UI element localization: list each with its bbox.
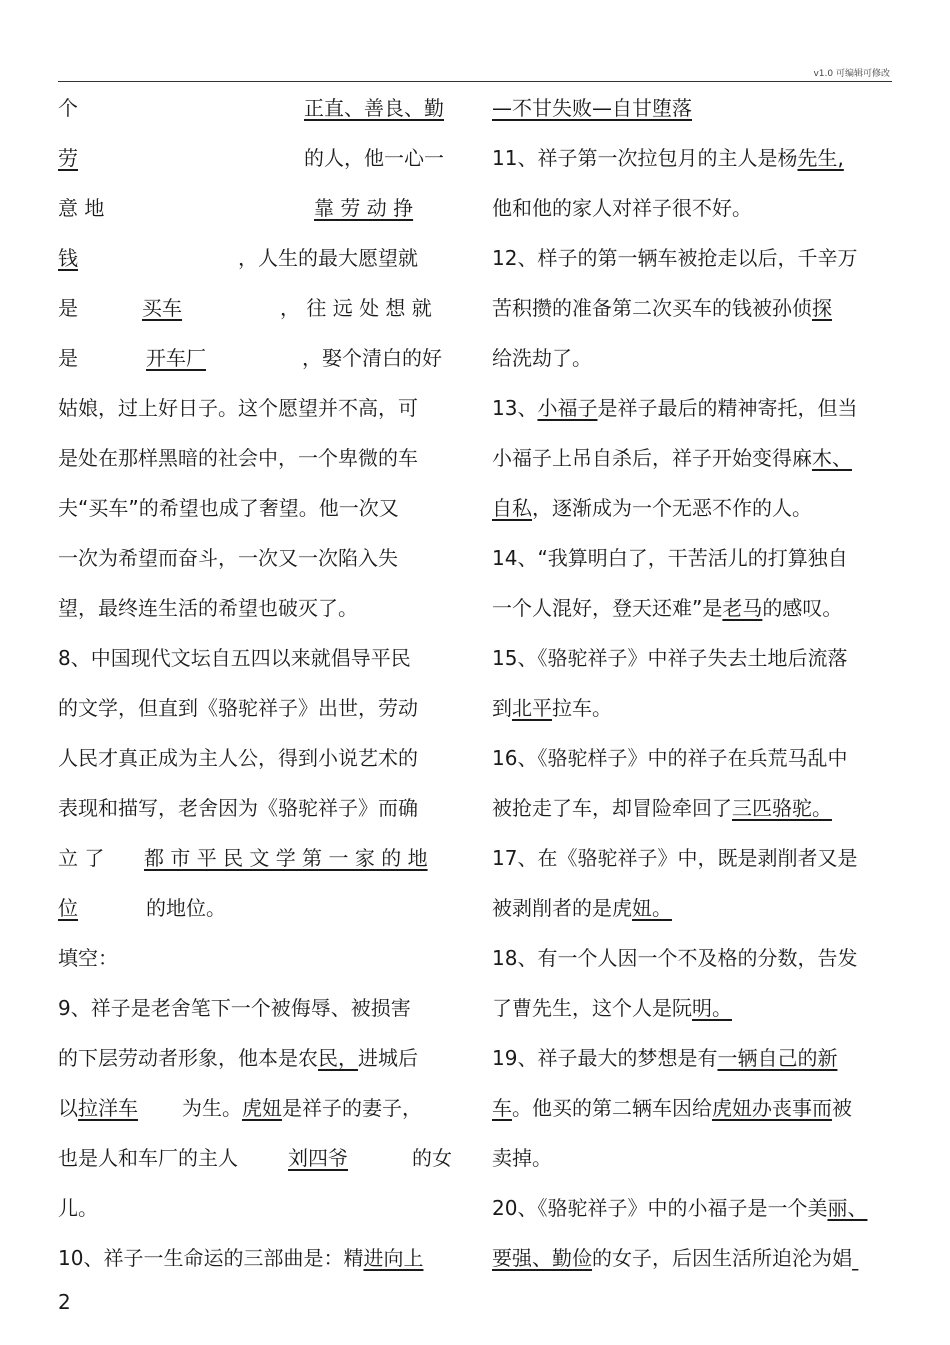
text: 。他买的第二辆车因给 bbox=[512, 1096, 712, 1120]
question-15-line-2 bbox=[492, 683, 894, 733]
question-15-line-1: 15、《骆驼祥子》中祥子失去土地后流落 bbox=[492, 646, 848, 670]
question-19-line-2 bbox=[492, 1083, 894, 1133]
answer-blank: 丽、 bbox=[827, 1196, 868, 1220]
answer-blank: 钱 bbox=[58, 246, 78, 270]
text: 意 地 bbox=[58, 196, 105, 220]
left-line-6 bbox=[58, 333, 458, 383]
answer-blank: 虎妞办丧事而 bbox=[712, 1096, 832, 1120]
text: 的感叹。 bbox=[762, 596, 843, 620]
answer-blank: 正直、善良、勤 bbox=[304, 96, 444, 120]
text: 13、 bbox=[492, 396, 538, 420]
left-line-2 bbox=[58, 133, 458, 183]
question-14-line-2 bbox=[492, 583, 894, 633]
left-line-11: 望，最终连生活的希望也破灭了。 bbox=[58, 596, 358, 620]
text: 的女 bbox=[412, 1146, 452, 1170]
question-13-line-1 bbox=[492, 383, 894, 433]
question-17-line-2 bbox=[492, 883, 894, 933]
question-11-line-2: 他和他的家人对祥子很不好。 bbox=[492, 196, 752, 220]
text: 的下层劳动者形象，他本是农 bbox=[58, 1046, 318, 1070]
question-13-line-3 bbox=[492, 483, 894, 533]
text: 也是人和车厂的主人 bbox=[58, 1146, 238, 1170]
question-20-line-2 bbox=[492, 1233, 894, 1283]
question-8-line-5 bbox=[58, 833, 458, 883]
text: 是 bbox=[58, 296, 78, 320]
left-line-10: 一次为希望而奋斗，一次又一次陷入失 bbox=[58, 546, 398, 570]
answer-blank: 北平 bbox=[512, 696, 552, 720]
answer-blank: —不甘失败—自甘堕落 bbox=[492, 96, 692, 120]
question-9-line-5: 儿。 bbox=[58, 1196, 98, 1220]
question-10-line-2 bbox=[492, 83, 894, 133]
header-rule bbox=[58, 81, 892, 82]
question-12-line-2 bbox=[492, 283, 894, 333]
question-17-line-1: 17、在《骆驼祥子》中，既是剥削者又是 bbox=[492, 846, 858, 870]
answer-blank: 进向上 bbox=[363, 1246, 424, 1270]
text: 的地位。 bbox=[146, 896, 226, 920]
text: 的人，他一心一 bbox=[304, 146, 444, 170]
question-13-line-2 bbox=[492, 433, 894, 483]
text: 20、《骆驼祥子》中的小福子是一个美 bbox=[492, 1196, 828, 1220]
text: 的女子，后因生活所迫沦为娼 bbox=[592, 1246, 852, 1270]
question-10-line-1 bbox=[58, 1233, 458, 1283]
text: ，娶个清白的好 bbox=[302, 346, 442, 370]
text: 小福子上吊自杀后，祥子开始变得麻 bbox=[492, 446, 812, 470]
text: 是祥子的妻子， bbox=[282, 1096, 422, 1120]
answer-blank: 要强、勤俭 bbox=[492, 1246, 592, 1270]
answer-blank: 开车厂 bbox=[146, 346, 206, 370]
text: ， 往 远 处 想 就 bbox=[280, 296, 432, 320]
text: 是祥子最后的精神寄托，但当 bbox=[597, 396, 858, 420]
answer-blank: 虎妞 bbox=[242, 1096, 282, 1120]
left-line-9: 夫“买车”的希望也成了奢望。他一次又 bbox=[58, 496, 399, 520]
question-16-line-1: 16、《骆驼样子》中的祥子在兵荒马乱中 bbox=[492, 746, 848, 770]
question-8-line-1: 8、中国现代文坛自五四以来就倡导平民 bbox=[58, 646, 411, 670]
blank-tail bbox=[852, 1233, 870, 1283]
answer-blank: 劳 bbox=[58, 146, 78, 170]
question-12-line-3: 给洗劫了。 bbox=[492, 346, 592, 370]
left-line-7: 姑娘，过上好日子。这个愿望并不高，可 bbox=[58, 396, 418, 420]
question-11-line-1 bbox=[492, 133, 894, 183]
question-14-line-1: 14、“我算明白了，干苦活儿的打算独自 bbox=[492, 546, 848, 570]
answer-blank: 位 bbox=[58, 896, 78, 920]
answer-blank: 拉洋车 bbox=[78, 1096, 138, 1120]
answer-blank: 木、 bbox=[812, 446, 852, 470]
question-19-line-3: 卖掉。 bbox=[492, 1146, 552, 1170]
question-18-line-2 bbox=[492, 983, 894, 1033]
question-8-line-2: 的文学，但直到《骆驼祥子》出世，劳动 bbox=[58, 696, 418, 720]
answer-blank: 都 市 平 民 文 学 第 一 家 的 地 bbox=[144, 846, 428, 870]
question-12-line-1: 12、样子的第一辆车被抢走以后，千辛万 bbox=[492, 246, 858, 270]
text: 是 bbox=[58, 346, 78, 370]
text: 进城后 bbox=[358, 1046, 418, 1070]
answer-blank: 妞。 bbox=[632, 896, 672, 920]
question-8-line-4: 表现和描写，老舍因为《骆驼祥子》而确 bbox=[58, 796, 418, 820]
right-column bbox=[492, 83, 894, 1283]
question-9-line-4 bbox=[58, 1133, 458, 1183]
text: 被 bbox=[832, 1096, 852, 1120]
text: 立 了 bbox=[58, 846, 105, 870]
text: 拉车。 bbox=[552, 696, 612, 720]
question-20-line-1 bbox=[492, 1183, 894, 1233]
answer-blank: 先生, bbox=[797, 146, 844, 170]
left-line-8: 是处在那样黑暗的社会中，一个卑微的车 bbox=[58, 446, 418, 470]
text: 个 bbox=[58, 96, 78, 120]
text: ，人生的最大愿望就 bbox=[238, 246, 418, 270]
question-18-line-1: 18、有一个人因一个不及格的分数，告发 bbox=[492, 946, 858, 970]
answer-blank: 自私 bbox=[492, 496, 532, 520]
text: 10、祥子一生命运的三部曲是：精 bbox=[58, 1246, 364, 1270]
text: 为生。 bbox=[182, 1096, 242, 1120]
question-16-line-2 bbox=[492, 783, 894, 833]
left-line-5 bbox=[58, 283, 458, 333]
answer-blank: 刘四爷 bbox=[288, 1146, 348, 1170]
answer-blank: 小福子 bbox=[537, 396, 598, 420]
left-line-1 bbox=[58, 83, 458, 133]
text: 一个人混好，登天还难”是 bbox=[492, 596, 723, 620]
question-9-line-3 bbox=[58, 1083, 458, 1133]
answer-blank: 明。 bbox=[692, 996, 732, 1020]
answer-blank: 靠 劳 动 挣 bbox=[314, 196, 414, 220]
answer-blank: 买车 bbox=[142, 296, 182, 320]
version-note: v1.0 可编辑可修改 bbox=[813, 69, 890, 79]
text: 了曹先生，这个人是阮 bbox=[492, 996, 692, 1020]
text: 11、祥子第一次拉包月的主人是杨 bbox=[492, 146, 798, 170]
text: 被抢走了车，却冒险牵回了 bbox=[492, 796, 732, 820]
left-line-3 bbox=[58, 183, 458, 233]
fill-in-heading: 填空： bbox=[58, 946, 118, 970]
answer-blank: 一辆自己的新 bbox=[717, 1046, 838, 1070]
answer-blank: 探 bbox=[812, 296, 832, 320]
text: 到 bbox=[492, 696, 512, 720]
answer-blank: 三匹骆驼。 bbox=[732, 796, 832, 820]
question-19-line-1 bbox=[492, 1033, 894, 1083]
question-8-line-3: 人民才真正成为主人公，得到小说艺术的 bbox=[58, 746, 418, 770]
question-9-line-1: 9、祥子是老舍笔下一个被侮辱、被损害 bbox=[58, 996, 411, 1020]
answer-blank: 民， bbox=[318, 1046, 358, 1070]
answer-blank: 车 bbox=[492, 1096, 512, 1120]
text: 以 bbox=[58, 1096, 78, 1120]
page-number: 2 bbox=[58, 1290, 71, 1314]
question-8-line-6 bbox=[58, 883, 458, 933]
question-9-line-2 bbox=[58, 1033, 458, 1083]
left-line-4 bbox=[58, 233, 458, 283]
answer-blank: 老马 bbox=[722, 596, 763, 620]
text: 苦积攒的准备第二次买车的钱被孙侦 bbox=[492, 296, 812, 320]
text: ，逐渐成为一个无恶不作的人。 bbox=[532, 496, 812, 520]
text: 19、祥子最大的梦想是有 bbox=[492, 1046, 718, 1070]
text: 被剥削者的是虎 bbox=[492, 896, 632, 920]
left-column bbox=[58, 83, 458, 1283]
